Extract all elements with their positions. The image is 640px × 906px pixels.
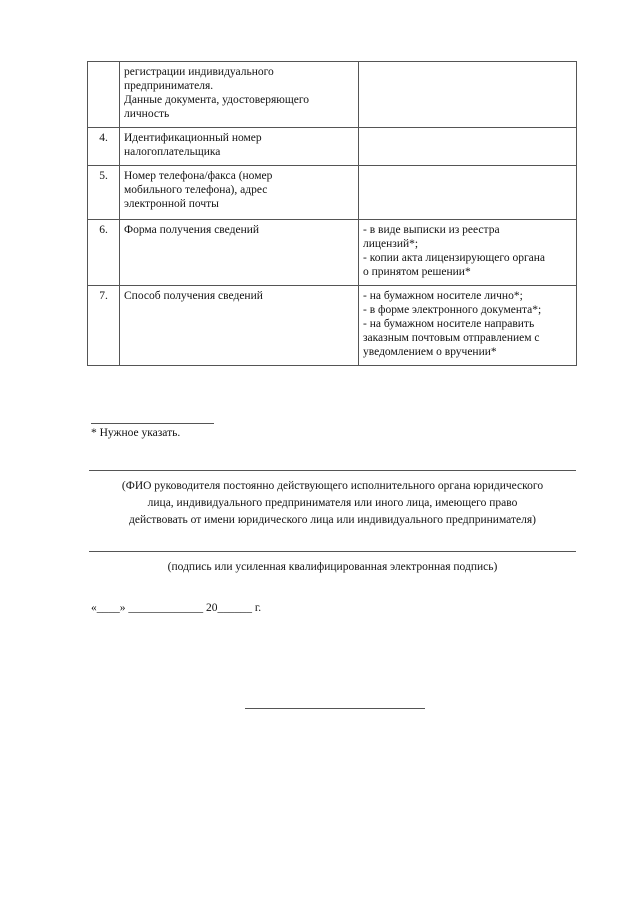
signature-caption: (подпись или усиленная квалифицированная электронная подпись) (167, 561, 498, 573)
row-label: Номер телефона/факса (номер мобильного телефона), адрес электронной почты (120, 166, 359, 220)
application-form-table (87, 61, 577, 366)
row-value: - в виде выписки из реестра лицензий*; - копии акта лицензирующего органа о принятом решении* (359, 220, 577, 286)
footnote-separator (91, 423, 214, 424)
row-label: Способ получения сведений (120, 286, 359, 366)
row-number (88, 62, 120, 128)
date-field: «____» _____________ 20______ г. (91, 602, 262, 614)
row-value: - на бумажном носителе лично*; - в форме электронного документа*; - на бумажном носителе направить заказным почтовым отправлением с уведомлением о вручении* (359, 286, 577, 366)
table-row (88, 128, 577, 166)
row-number: 4. (88, 128, 120, 166)
fio-signature-line (89, 470, 576, 471)
row-value (359, 166, 577, 220)
table-row (88, 166, 577, 220)
row-number: 6. (88, 220, 120, 286)
row-number: 7. (88, 286, 120, 366)
table-row (88, 62, 577, 128)
row-value (359, 62, 577, 128)
fio-caption: (ФИО руководителя постоянно действующего исполнительного органа юридического лица, индивидуального предпринимателя или иного лица, имеющего право действовать от имени юридического лица или индивидуального предпринимателя) (121, 480, 544, 526)
row-number: 5. (88, 166, 120, 220)
table-row (88, 220, 577, 286)
signature-line (89, 551, 576, 552)
row-label: Идентификационный номер налогоплательщика (120, 128, 359, 166)
row-label: Форма получения сведений (120, 220, 359, 286)
footnote-text: * Нужное указать. (91, 427, 181, 439)
table-row (88, 286, 577, 366)
row-label: регистрации индивидуального предпринимателя. Данные документа, удостоверяющего личность (120, 62, 359, 128)
row-value (359, 128, 577, 166)
bottom-blank-line (245, 708, 425, 709)
